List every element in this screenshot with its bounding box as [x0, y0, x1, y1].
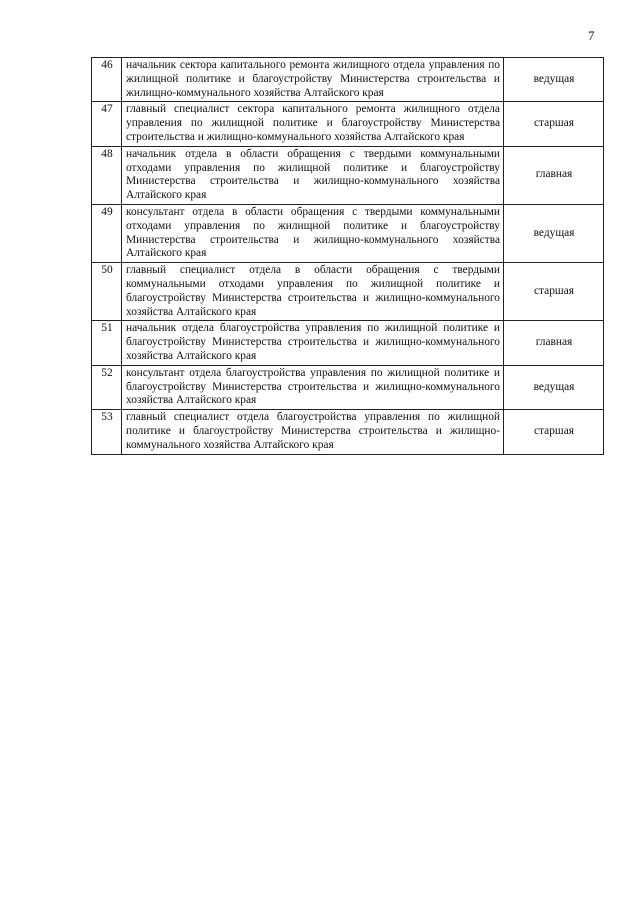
table-row — [92, 410, 604, 454]
row-number: 51 — [92, 321, 122, 365]
position-title: начальник отдела благоустройства управления по жилищной политике и благоустройству Министерства строительства и жилищно-коммунального хозяйства Алтайского края — [122, 321, 504, 365]
row-number: 46 — [92, 58, 122, 102]
position-group: старшая — [504, 263, 604, 321]
table-row — [92, 365, 604, 409]
position-group: старшая — [504, 102, 604, 146]
position-group: главная — [504, 146, 604, 204]
position-title: начальник сектора капитального ремонта жилищного отдела управления по жилищной политике и благоустройству Министерства строительства и жилищно-коммунального хозяйства Алтайского края — [122, 58, 504, 102]
table-row — [92, 263, 604, 321]
position-group: ведущая — [504, 58, 604, 102]
row-number: 50 — [92, 263, 122, 321]
table-row — [92, 102, 604, 146]
table-row — [92, 321, 604, 365]
row-number: 52 — [92, 365, 122, 409]
position-title: консультант отдела в области обращения с твердыми коммунальными отходами управления по жилищной политике и благоустройству Министерства строительства и жилищно-коммунального хозяйства Алтайского края — [122, 204, 504, 262]
page-number: 7 — [588, 28, 595, 43]
position-title: главный специалист сектора капитального ремонта жилищного отдела управления по жилищной политике и благоустройству Министерства строительства и жилищно-коммунального хозяйства Алтайского края — [122, 102, 504, 146]
positions-table — [91, 57, 604, 455]
position-group: ведущая — [504, 204, 604, 262]
row-number: 49 — [92, 204, 122, 262]
table-row — [92, 204, 604, 262]
position-title: консультант отдела благоустройства управления по жилищной политике и благоустройству Министерства строительства и жилищно-коммунального хозяйства Алтайского края — [122, 365, 504, 409]
position-title: начальник отдела в области обращения с твердыми коммунальными отходами управления по жилищной политике и благоустройству Министерства строительства и жилищно-коммунального хозяйства Алтайского края — [122, 146, 504, 204]
row-number: 53 — [92, 410, 122, 454]
position-title: главный специалист отдела в области обращения с твердыми коммунальными отходами управления по жилищной политике и благоустройству Министерства строительства и жилищно-коммунального хозяйства Алтайского края — [122, 263, 504, 321]
table-row — [92, 146, 604, 204]
row-number: 47 — [92, 102, 122, 146]
row-number: 48 — [92, 146, 122, 204]
position-title: главный специалист отдела благоустройства управления по жилищной политике и благоустройству Министерства строительства и жилищно-коммунального хозяйства Алтайского края — [122, 410, 504, 454]
position-group: главная — [504, 321, 604, 365]
table-row — [92, 58, 604, 102]
position-group: старшая — [504, 410, 604, 454]
position-group: ведущая — [504, 365, 604, 409]
